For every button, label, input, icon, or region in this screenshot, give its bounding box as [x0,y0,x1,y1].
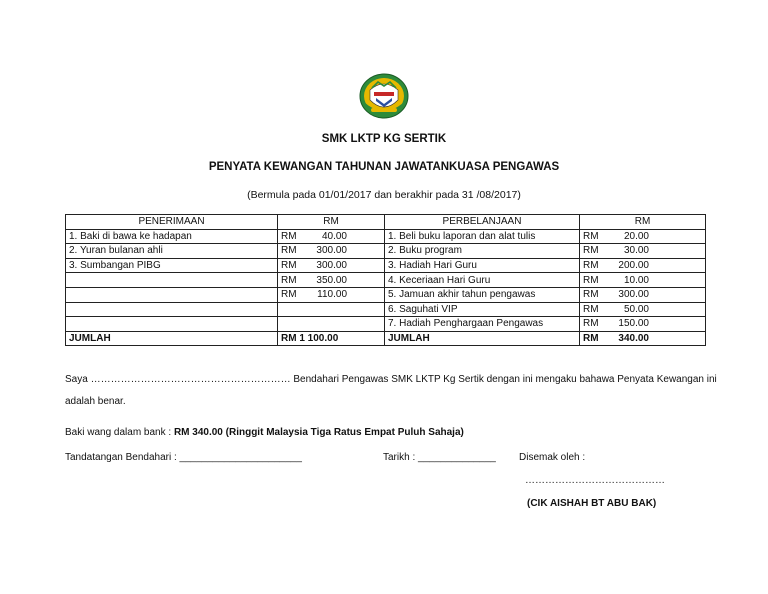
income-amount-cell [278,317,385,332]
income-amount: 110.00 [317,289,347,301]
income-item [66,302,278,317]
checker-signature-line: …………………………………… [525,475,665,486]
checker-name: (CIK AISHAH BT ABU BAK) [527,498,657,509]
expense-item: 1. Beli buku laporan dan alat tulis [385,229,580,244]
expense-currency: RM [583,274,599,286]
table-row [66,302,706,317]
expense-amount: 150.00 [618,318,649,330]
table-row [66,317,706,332]
table-row [66,258,706,273]
income-amount: 40.00 [321,230,347,242]
expense-currency: RM [583,318,599,330]
income-item: 1. Baki di bawa ke hadapan [66,229,278,244]
income-amount-cell [278,287,385,302]
income-item [66,273,278,288]
expense-amount: 50.00 [623,303,649,315]
expense-amount-cell [580,317,706,332]
period-text: (Bermula pada 01/01/2017 dan berakhir pada 31 /08/2017) [247,189,521,201]
income-amount-cell [278,273,385,288]
header-income: PENERIMAAN [66,215,278,230]
expense-amount-cell [580,273,706,288]
header-expense-rm: RM [580,215,706,230]
expense-currency: RM [583,289,599,301]
expense-currency: RM [583,230,599,242]
header-income-rm: RM [278,215,385,230]
expense-currency: RM [583,303,599,315]
income-currency: RM [281,289,297,301]
table-row [66,273,706,288]
expense-amount-cell [580,229,706,244]
expense-item: 2. Buku program [385,244,580,259]
total-label-expense: JUMLAH [385,331,580,346]
expense-amount-cell [580,287,706,302]
declaration-line-1: Saya …………………………………………………… Bendahari Pengawas SMK LKTP Kg Sertik dengan ini mengaku bahawa Penyata Kewangan ini [65,374,717,385]
school-crest-icon [358,70,410,120]
income-currency: RM [281,274,297,286]
expense-amount: 300.00 [618,289,649,301]
total-expense-currency: RM [583,333,599,345]
bank-balance-value: RM 340.00 (Ringgit Malaysia Tiga Ratus Empat Puluh Sahaja) [173,427,464,438]
school-name: SMK LKTP KG SERTIK [321,133,447,145]
income-item [66,317,278,332]
table-row [66,244,706,259]
income-amount: 300.00 [316,260,347,272]
financial-table [65,214,706,346]
table-row [66,287,706,302]
statement-title: PENYATA KEWANGAN TAHUNAN JAWATANKUASA PENGAWAS [208,161,560,173]
income-amount-cell [278,229,385,244]
expense-amount: 20.00 [623,230,649,242]
expense-amount-cell [580,258,706,273]
expense-item: 5. Jamuan akhir tahun pengawas [385,287,580,302]
checked-by-label: Disemak oleh : [519,452,586,463]
expense-currency: RM [583,245,599,257]
table-header-row [66,215,706,230]
income-amount: 350.00 [316,274,347,286]
expense-item: 4. Keceriaan Hari Guru [385,273,580,288]
treasurer-signature: Tandatangan Bendahari : ______________________ [65,452,302,463]
income-item: 2. Yuran bulanan ahli [66,244,278,259]
table-row [66,229,706,244]
expense-item: 6. Saguhati VIP [385,302,580,317]
expense-amount: 30.00 [623,245,649,257]
income-amount-cell [278,258,385,273]
income-amount: 300.00 [316,245,347,257]
expense-amount-cell [580,244,706,259]
header-expense: PERBELANJAAN [385,215,580,230]
declaration-line-2: adalah benar. [65,396,126,407]
total-expense-cell [580,331,706,346]
total-label-income: JUMLAH [66,331,278,346]
income-amount-cell [278,244,385,259]
expense-item: 7. Hadiah Penghargaan Pengawas [385,317,580,332]
total-row [66,331,706,346]
total-income: RM 1 100.00 [278,331,385,346]
income-item: 3. Sumbangan PIBG [66,258,278,273]
income-currency: RM [281,260,297,272]
income-item [66,287,278,302]
bank-balance-label: Baki wang dalam bank : [65,427,174,438]
expense-amount-cell [580,302,706,317]
date-field: Tarikh : ______________ [383,452,496,463]
expense-currency: RM [583,260,599,272]
income-amount-cell [278,302,385,317]
expense-item: 3. Hadiah Hari Guru [385,258,580,273]
total-expense: 340.00 [618,333,649,345]
income-currency: RM [281,245,297,257]
income-currency: RM [281,230,297,242]
expense-amount: 10.00 [623,274,649,286]
bank-balance [65,427,464,438]
expense-amount: 200.00 [618,260,649,272]
